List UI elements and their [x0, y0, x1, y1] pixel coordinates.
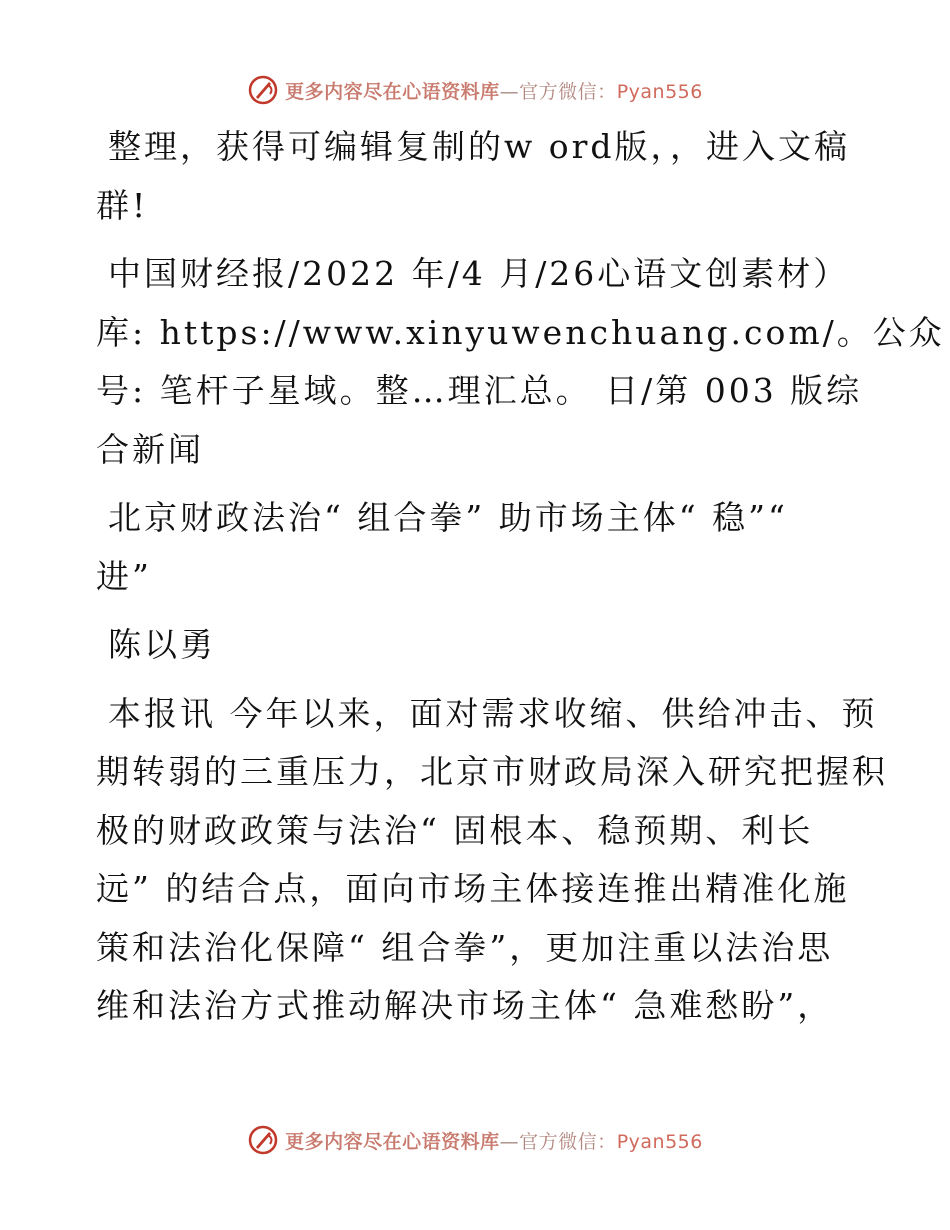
article-headline: [96, 489, 856, 606]
text-line: 北京财政法治“ 组合拳” 助市场主体“ 稳”“: [108, 498, 788, 537]
text-line: 进”: [96, 556, 152, 596]
text-line: 整理，获得可编辑复制的w ord版，，进入文稿: [108, 127, 851, 166]
text-line: 维和法治方式推动解决市场主体“ 急难愁盼”，: [96, 986, 834, 1025]
text-line: 群!: [96, 185, 149, 225]
article-author: [96, 616, 856, 675]
text-line: 中国财经报/2022 年/4 月/26心语文创素材）: [108, 254, 850, 293]
watermark-text: [285, 77, 703, 104]
text-line: 合新闻: [96, 429, 204, 469]
watermark-wechat-id: Pyan556: [616, 80, 703, 103]
quill-logo-icon: [247, 74, 279, 106]
quill-logo-icon: [247, 1124, 279, 1156]
watermark-label: 官方微信：: [519, 80, 617, 103]
text-line: 本报讯 今年以来，面对需求收缩、供给冲击、预: [108, 693, 878, 733]
watermark-site: 更多内容尽在心语资料库: [285, 80, 500, 103]
watermark-separator: —: [499, 80, 520, 103]
watermark-label: 官方微信：: [519, 1130, 617, 1153]
article-body: [96, 685, 888, 1036]
text-line: 库: https://www.xinyuwenchuang.com/。公众: [96, 312, 945, 352]
header-watermark: [0, 70, 950, 110]
text-line: 期转弱的三重压力，北京市财政局深入研究把握积: [96, 752, 888, 791]
text-line: 陈以勇: [108, 625, 216, 664]
text-line: 远” 的结合点，面向市场主体接连推出精准化施: [96, 869, 850, 908]
watermark-separator: —: [499, 1130, 520, 1153]
footer-watermark: [0, 1120, 950, 1160]
document-body: [96, 118, 945, 1046]
watermark-wechat-id: Pyan556: [616, 1130, 703, 1153]
text-line: 策和法治化保障“ 组合拳”，更加注重以法治思: [96, 927, 834, 967]
paragraph-source: [96, 245, 945, 479]
watermark-text: [285, 1127, 703, 1154]
watermark-site: 更多内容尽在心语资料库: [285, 1130, 500, 1153]
text-line: 极的财政政策与法治“ 固根本、稳预期、利长: [96, 810, 814, 850]
paragraph-intro: [96, 118, 856, 235]
text-line: 号: 笔杆子星域。整…理汇总。 日/第 003 版综: [96, 371, 863, 410]
